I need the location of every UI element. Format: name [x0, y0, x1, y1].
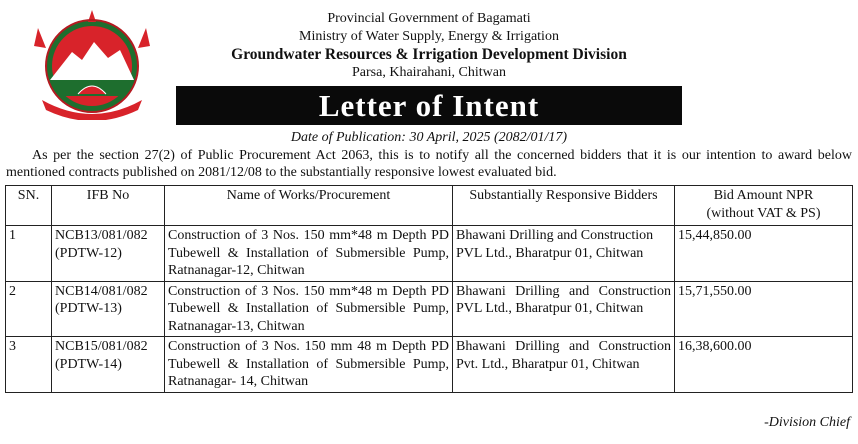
ifb-number: NCB14/081/082: [55, 283, 148, 299]
table-row: [6, 281, 853, 337]
cell-bidder: Bhawani Drilling and Construction PVL Ltd., Bharatpur 01, Chitwan: [453, 281, 675, 337]
ifb-code: (PDTW-12): [55, 245, 122, 261]
ifb-number: NCB15/081/082: [55, 339, 148, 354]
cell-works: Construction of 3 Nos. 150 mm 48 m Depth PD Tubewell & Installation of Submersible Pump, Ratnanagar- 14, Chitwan: [165, 337, 453, 393]
division-name: Groundwater Resources & Irrigation Development Division: [231, 46, 627, 63]
document-title: Letter of Intent: [176, 86, 682, 125]
office-address: Parsa, Khairahani, Chitwan: [352, 65, 506, 80]
cell-sn: 3: [6, 337, 52, 393]
ifb-code: (PDTW-13): [55, 301, 122, 316]
cell-works: Construction of 3 Nos. 150 mm*48 m Depth PD Tubewell & Installation of Submersible Pump, Ratnanagar-12, Chitwan: [165, 226, 453, 282]
cell-amount: 16,38,600.00: [675, 337, 853, 393]
header-sn: SN.: [6, 186, 52, 226]
publication-date: Date of Publication: 30 April, 2025 (2082/01/17): [290, 130, 568, 145]
header-amount-line1: Bid Amount NPR: [713, 188, 814, 203]
ministry-name: Ministry of Water Supply, Energy & Irrigation: [299, 29, 559, 44]
table-header-row: [6, 186, 853, 226]
header-works: Name of Works/Procurement: [165, 186, 453, 226]
letterhead: [160, 10, 698, 82]
intro-paragraph: As per the section 27(2) of Public Procurement Act 2063, this is to notify all the concerned bidders that it is our intention to award below mentioned contracts published on 2081/12/08 to the substantially responsive lowest evaluated bid.: [6, 148, 852, 180]
table-row: [6, 337, 853, 393]
cell-amount: 15,71,550.00: [675, 281, 853, 337]
cell-amount: 15,44,850.00: [675, 226, 853, 282]
cell-works: Construction of 3 Nos. 150 mm*48 m Depth PD Tubewell & Installation of Submersible Pump, Ratnanagar-13, Chitwan: [165, 281, 453, 337]
cell-ifb: [52, 337, 165, 393]
cell-sn: 2: [6, 281, 52, 337]
table-row: [6, 226, 853, 282]
signoff: -Division Chief: [764, 415, 850, 430]
header-ifb: IFB No: [52, 186, 165, 226]
contracts-table: [5, 185, 853, 393]
cell-ifb: [52, 281, 165, 337]
ifb-code: (PDTW-14): [55, 356, 122, 372]
header-bidders: Substantially Responsive Bidders: [453, 186, 675, 226]
cell-sn: 1: [6, 226, 52, 282]
header-amount-line2: (without VAT & PS): [706, 205, 821, 221]
cell-bidder: Bhawani Drilling and Construction PVL Ltd., Bharatpur 01, Chitwan: [453, 226, 675, 282]
ifb-number: NCB13/081/082: [55, 228, 148, 243]
cell-ifb: [52, 226, 165, 282]
header-amount: [675, 186, 853, 226]
province-name: Provincial Government of Bagamati: [327, 11, 531, 26]
cell-bidder: Bhawani Drilling and Construction Pvt. Ltd., Bharatpur 01, Chitwan: [453, 337, 675, 393]
nepal-government-emblem-icon: [28, 8, 156, 120]
